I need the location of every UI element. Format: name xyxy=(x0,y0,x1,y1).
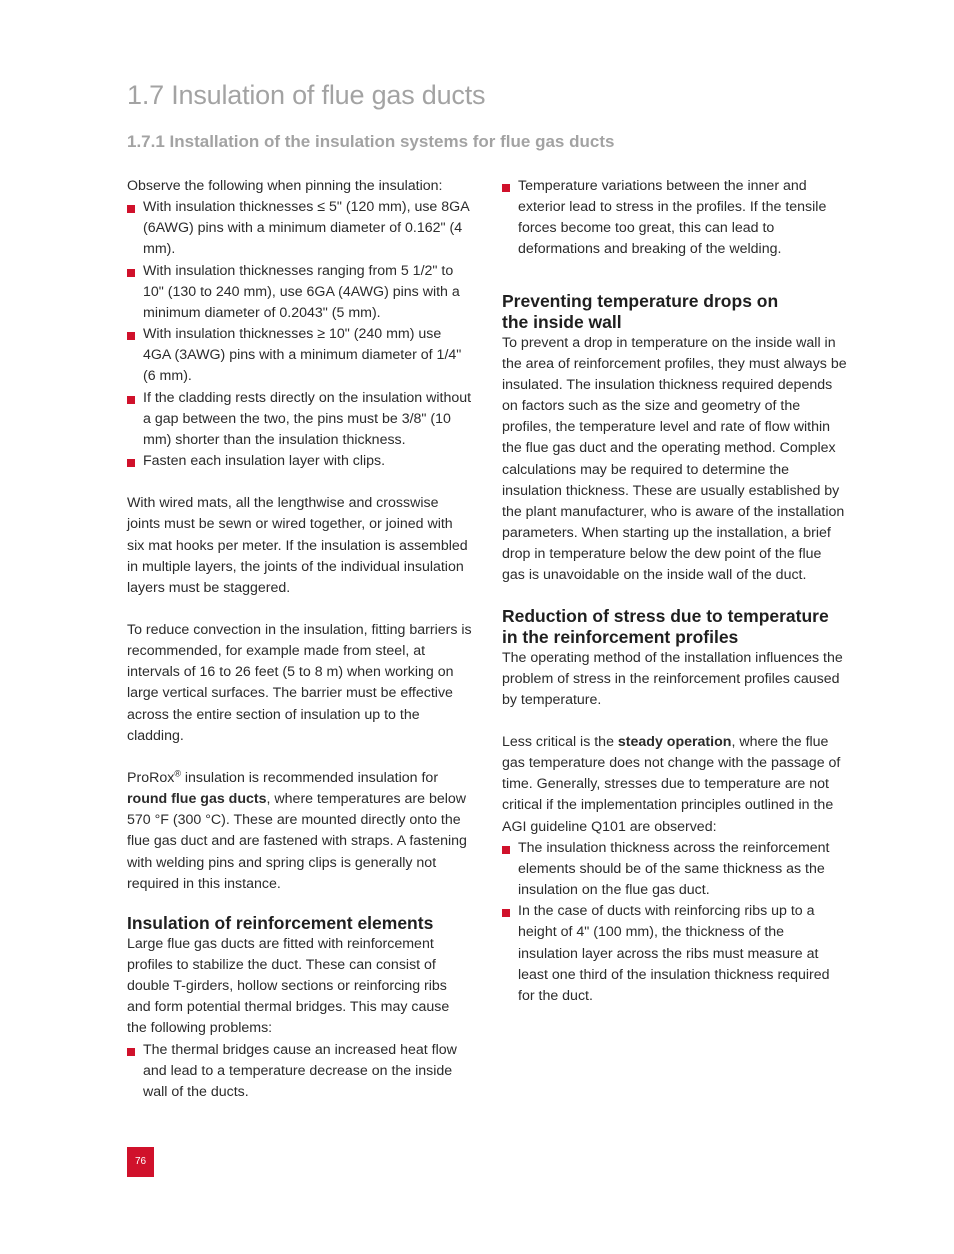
list-item: With insulation thicknesses ranging from 5 1/2" to 10" (130 to 240 mm), use 6GA (4AWG) pins with a minimum diameter of 0.2043" (5 mm). xyxy=(127,261,472,324)
right-column xyxy=(502,176,847,1007)
page-number: 76 xyxy=(127,1147,154,1177)
brand-name: ProRox xyxy=(127,769,175,786)
list-item: With insulation thicknesses ≤ 5" (120 mm), use 8GA (6AWG) pins with a minimum diameter of 0.162" (4 mm). xyxy=(127,197,472,260)
emphasis: steady operation xyxy=(617,733,732,750)
list-item: The insulation thickness across the reinforcement elements should be of the same thickness as the insulation on the flue gas duct. xyxy=(502,838,847,901)
pinning-list xyxy=(127,197,472,472)
convection-paragraph: To reduce convection in the insulation, fitting barriers is recommended, for example made from steel, at intervals of 16 to 26 feet (5 to 8 m) when working on large vertical surfaces. The barrier must be effective across the entire section of insulation up to the cladding. xyxy=(127,621,472,744)
wired-mats-paragraph: With wired mats, all the lengthwise and crosswise joints must be sewn or wired together, or joined with six mat hooks per meter. If the insulation is assembled in multiple layers, the joints of the individual insulation layers must be staggered. xyxy=(127,495,468,596)
stress-paragraph: The operating method of the installation influences the problem of stress in the reinforcement profiles caused by temperature. xyxy=(502,649,843,708)
stress-reduction-heading: Reduction of stress due to temperature in the reinforcement profiles xyxy=(502,605,829,647)
left-column xyxy=(127,176,472,1103)
problems-list-continued xyxy=(502,176,847,261)
section-subtitle: 1.7.1 Installation of the insulation systems for flue gas ducts xyxy=(127,132,615,151)
page-title: 1.7 Insulation of flue gas ducts xyxy=(127,80,486,110)
list-item: If the cladding rests directly on the insulation without a gap between the two, the pins must be 3/8" (10 mm) shorter than the insulation thickness. xyxy=(127,388,472,451)
prevent-drops-paragraph: To prevent a drop in temperature on the inside wall in the area of reinforcement profiles, they must always be insulated. The insulation thickness required depends on factors such as the size and geometry of the profiles, the temperature level and rate of flow within the flue gas duct and the operating method. Complex calculations may be required to determine the insulation thickness. These are usually established by the plant manufacturer, who is aware of the installation parameters. When starting up the installation, a brief drop in temperature below the dew point of the flue gas is unavoidable on the inside wall of the duct. xyxy=(502,334,847,584)
reinforcement-heading: Insulation of reinforcement elements xyxy=(127,912,434,933)
prevent-drops-heading: Preventing temperature drops on the inside wall xyxy=(502,290,779,332)
list-item: Temperature variations between the inner and exterior lead to stress in the profiles. If the tensile forces become too great, this can lead to deformations and breaking of the welding. xyxy=(502,176,847,261)
guideline-list xyxy=(502,838,847,1007)
problems-list xyxy=(127,1040,472,1103)
list-item: With insulation thicknesses ≥ 10" (240 mm) use 4GA (3AWG) pins with a minimum diameter of 1/4" (6 mm). xyxy=(127,324,472,387)
prorox-paragraph: ProRox® insulation is recommended insulation for round flue gas ducts, where temperatures are below 570 °F (300 °C). These are mounted directly onto the flue gas duct and are fastened with straps. A fastening with welding pins and spring clips is generally not required in this instance. xyxy=(127,768,467,892)
reinforcement-paragraph: Large flue gas ducts are fitted with reinforcement profiles to stabilize the duct. These can consist of double T-girders, hollow sections or reinforcing ribs and form potential thermal bridges. This may cause the following problems: xyxy=(127,935,450,1037)
emphasis: round flue gas ducts xyxy=(127,791,267,808)
list-item: Fasten each insulation layer with clips. xyxy=(127,451,472,472)
registered-mark: ® xyxy=(174,768,181,779)
pinning-intro: Observe the following when pinning the insulation: xyxy=(127,178,443,194)
list-item: In the case of ducts with reinforcing ribs up to a height of 4" (100 mm), the thickness of the insulation layer across the ribs must measure at least one third of the insulation thickness required for the duct. xyxy=(502,901,847,1007)
list-item: The thermal bridges cause an increased heat flow and lead to a temperature decrease on the inside wall of the ducts. xyxy=(127,1040,472,1103)
steady-operation-paragraph: Less critical is the steady operation, where the flue gas temperature does not change with the passage of time. Generally, stresses due to temperature are not critical if the implementation principles outlined in the AGI guideline Q101 are observed: xyxy=(502,733,841,835)
